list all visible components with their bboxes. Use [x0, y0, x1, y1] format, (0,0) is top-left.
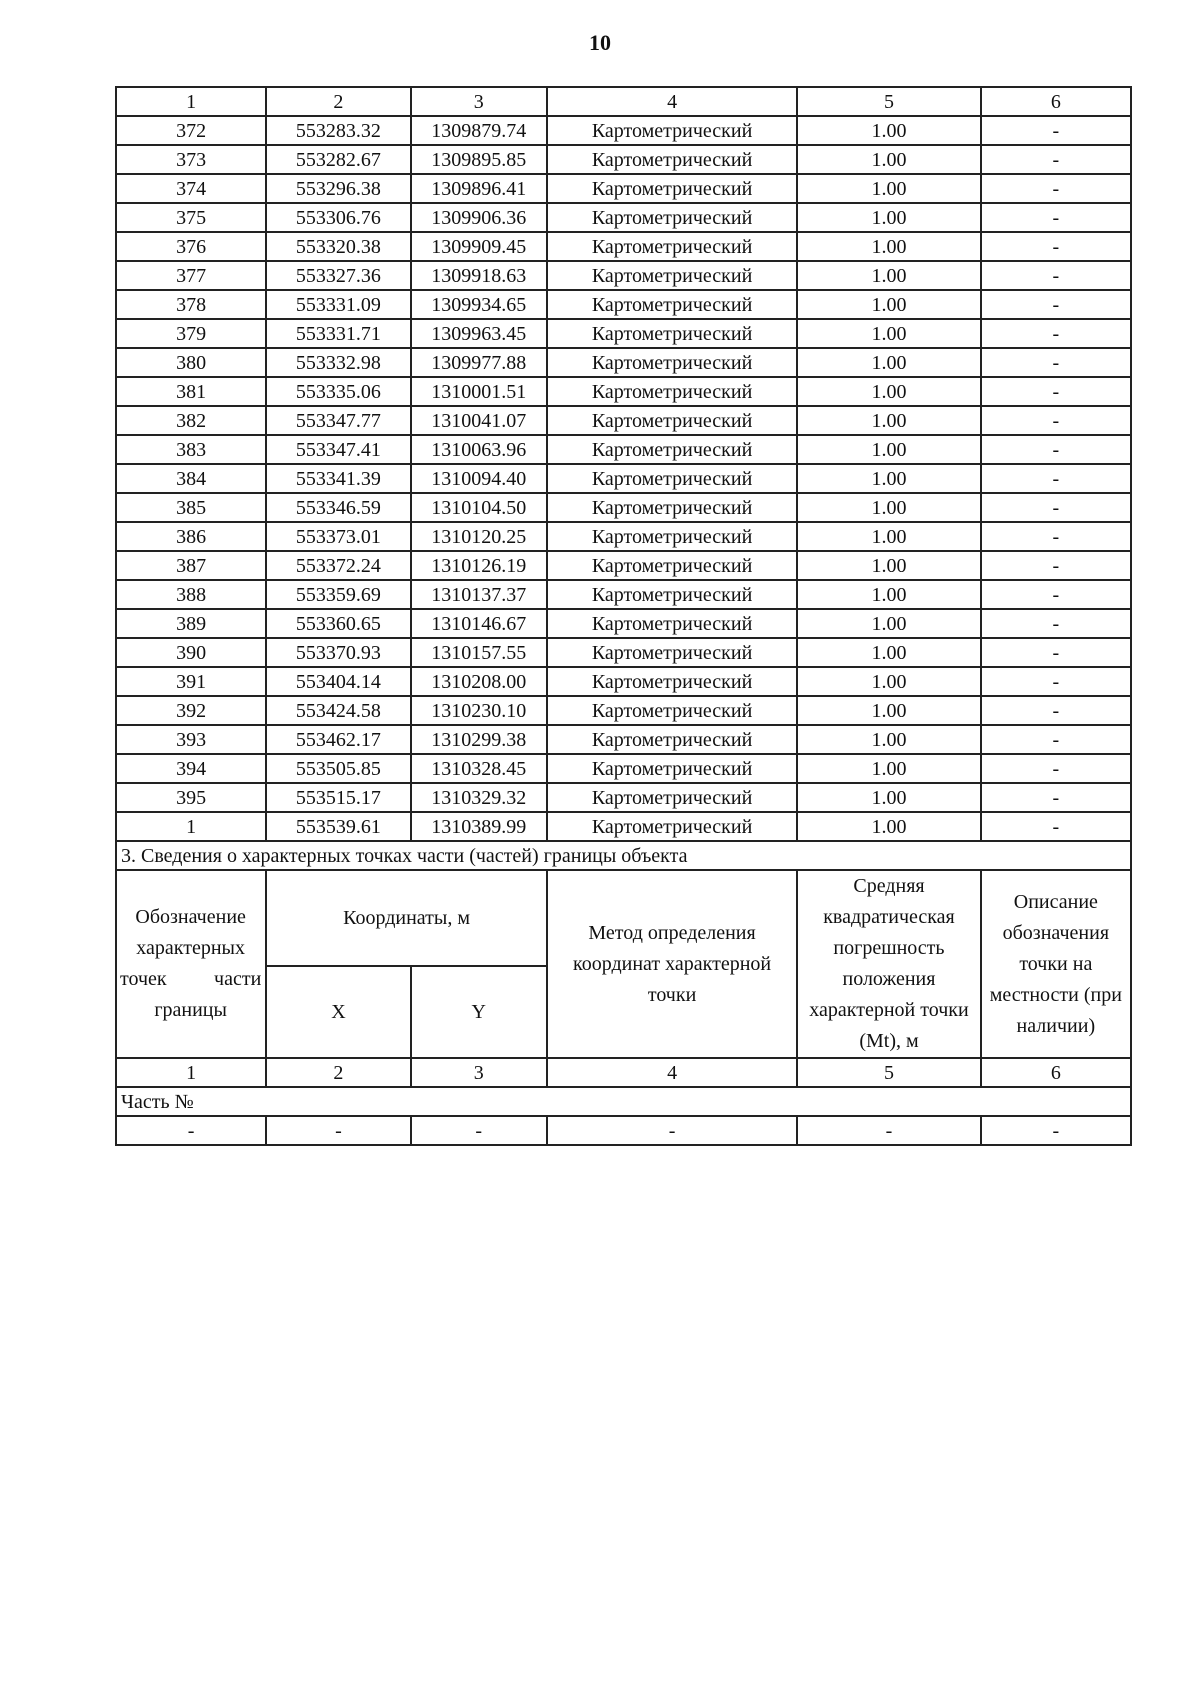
y-coordinate: 1310208.00 [411, 667, 547, 696]
column-number: 3 [411, 1058, 547, 1087]
page-number: 10 [589, 30, 611, 55]
x-coordinate: 553331.71 [266, 319, 410, 348]
table-row [116, 290, 1131, 319]
section3 [116, 841, 1131, 1145]
description: - [981, 609, 1131, 638]
description: - [981, 638, 1131, 667]
method: Картометрический [547, 609, 797, 638]
method: Картометрический [547, 580, 797, 609]
x-coordinate: 553296.38 [266, 174, 410, 203]
description: - [981, 116, 1131, 145]
point-number: 390 [116, 638, 266, 667]
x-coordinate: 553462.17 [266, 725, 410, 754]
column-number: 2 [266, 87, 410, 116]
column-number: 4 [547, 87, 797, 116]
point-number: 384 [116, 464, 266, 493]
x-coordinate: 553346.59 [266, 493, 410, 522]
x-coordinate: 553331.09 [266, 290, 410, 319]
x-coordinate: 553515.17 [266, 783, 410, 812]
table-row [116, 261, 1131, 290]
table-cell: - [981, 1116, 1131, 1145]
point-label-line: границы [154, 999, 227, 1021]
point-number: 378 [116, 290, 266, 319]
method: Картометрический [547, 667, 797, 696]
column-number: 2 [266, 1058, 410, 1087]
point-number: 380 [116, 348, 266, 377]
point-number: 386 [116, 522, 266, 551]
point-number: 374 [116, 174, 266, 203]
column-number: 1 [116, 87, 266, 116]
point-number: 381 [116, 377, 266, 406]
table-row [116, 145, 1131, 174]
point-number: 376 [116, 232, 266, 261]
description: - [981, 580, 1131, 609]
description: - [981, 551, 1131, 580]
y-coordinate: 1309895.85 [411, 145, 547, 174]
table-row [116, 551, 1131, 580]
part-label-row [116, 1087, 1131, 1116]
x-coordinate: 553320.38 [266, 232, 410, 261]
method: Картометрический [547, 261, 797, 290]
method: Картометрический [547, 377, 797, 406]
description: - [981, 232, 1131, 261]
table-row [116, 696, 1131, 725]
y-coordinate: 1310389.99 [411, 812, 547, 841]
method: Картометрический [547, 290, 797, 319]
table-row [116, 232, 1131, 261]
y-coordinate: 1310041.07 [411, 406, 547, 435]
y-coordinate: 1309909.45 [411, 232, 547, 261]
y-coordinate: 1310120.25 [411, 522, 547, 551]
method: Картометрический [547, 174, 797, 203]
point-number: 377 [116, 261, 266, 290]
table-row [116, 377, 1131, 406]
y-coordinate: 1309977.88 [411, 348, 547, 377]
point-number: 393 [116, 725, 266, 754]
description: - [981, 754, 1131, 783]
y-coordinate: 1310104.50 [411, 493, 547, 522]
method: Картометрический [547, 783, 797, 812]
method-label-header: Метод определения координат характерной точки [547, 870, 797, 1058]
table-row [116, 580, 1131, 609]
y-coordinate: 1309879.74 [411, 116, 547, 145]
method: Картометрический [547, 406, 797, 435]
point-number: 375 [116, 203, 266, 232]
method: Картометрический [547, 551, 797, 580]
table-cell: - [547, 1116, 797, 1145]
point-label-line: точек части [120, 968, 262, 990]
y-coordinate: 1310157.55 [411, 638, 547, 667]
accuracy: 1.00 [797, 232, 980, 261]
x-coordinate: 553505.85 [266, 754, 410, 783]
table-row [116, 638, 1131, 667]
table-row [116, 203, 1131, 232]
method: Картометрический [547, 464, 797, 493]
description: - [981, 725, 1131, 754]
accuracy: 1.00 [797, 754, 980, 783]
point-number: 372 [116, 116, 266, 145]
accuracy: 1.00 [797, 203, 980, 232]
accuracy: 1.00 [797, 609, 980, 638]
description: - [981, 522, 1131, 551]
table-row [116, 812, 1131, 841]
accuracy: 1.00 [797, 812, 980, 841]
y-coordinate: 1310094.40 [411, 464, 547, 493]
description: - [981, 319, 1131, 348]
x-coordinate: 553335.06 [266, 377, 410, 406]
y-coordinate: 1309934.65 [411, 290, 547, 319]
accuracy: 1.00 [797, 493, 980, 522]
description: - [981, 696, 1131, 725]
description: - [981, 406, 1131, 435]
method: Картометрический [547, 435, 797, 464]
x-coordinate: 553347.77 [266, 406, 410, 435]
column-number: 6 [981, 87, 1131, 116]
accuracy: 1.00 [797, 290, 980, 319]
x-coordinate: 553539.61 [266, 812, 410, 841]
y-coordinate: 1310063.96 [411, 435, 547, 464]
point-number: 383 [116, 435, 266, 464]
method: Картометрический [547, 232, 797, 261]
point-number: 391 [116, 667, 266, 696]
x-coordinate: 553282.67 [266, 145, 410, 174]
table-row [116, 435, 1131, 464]
method: Картометрический [547, 696, 797, 725]
x-coordinate: 553373.01 [266, 522, 410, 551]
coordinates-table [115, 86, 1132, 1146]
point-number: 373 [116, 145, 266, 174]
table-cell: - [797, 1116, 980, 1145]
column-number: 5 [797, 87, 980, 116]
column-number: 1 [116, 1058, 266, 1087]
x-label-header: X [266, 966, 410, 1058]
accuracy: 1.00 [797, 116, 980, 145]
point-number: 392 [116, 696, 266, 725]
column-number-row [116, 87, 1131, 116]
section3-title: 3. Сведения о характерных точках части (частей) границы объекта [116, 841, 1131, 870]
section3-column-number-row [116, 1058, 1131, 1087]
method: Картометрический [547, 348, 797, 377]
description: - [981, 174, 1131, 203]
method: Картометрический [547, 116, 797, 145]
y-coordinate: 1310299.38 [411, 725, 547, 754]
column-number: 4 [547, 1058, 797, 1087]
x-coordinate: 553424.58 [266, 696, 410, 725]
description: - [981, 377, 1131, 406]
method: Картометрический [547, 638, 797, 667]
table-row [116, 783, 1131, 812]
point-number: 394 [116, 754, 266, 783]
point-label-header [116, 870, 266, 1058]
x-coordinate: 553370.93 [266, 638, 410, 667]
accuracy: 1.00 [797, 174, 980, 203]
description: - [981, 667, 1131, 696]
y-label-header: Y [411, 966, 547, 1058]
y-coordinate: 1309906.36 [411, 203, 547, 232]
x-coordinate: 553347.41 [266, 435, 410, 464]
y-coordinate: 1309963.45 [411, 319, 547, 348]
x-coordinate: 553404.14 [266, 667, 410, 696]
description: - [981, 261, 1131, 290]
description: - [981, 203, 1131, 232]
y-coordinate: 1309896.41 [411, 174, 547, 203]
accuracy: 1.00 [797, 522, 980, 551]
accuracy: 1.00 [797, 348, 980, 377]
column-number: 3 [411, 87, 547, 116]
table-row [116, 174, 1131, 203]
x-coordinate: 553283.32 [266, 116, 410, 145]
table-row [116, 493, 1131, 522]
accuracy: 1.00 [797, 580, 980, 609]
table-cell: - [411, 1116, 547, 1145]
table-row [116, 348, 1131, 377]
description: - [981, 464, 1131, 493]
y-coordinate: 1310146.67 [411, 609, 547, 638]
coords-label-header: Координаты, м [266, 870, 547, 966]
accuracy: 1.00 [797, 783, 980, 812]
point-number: 388 [116, 580, 266, 609]
y-coordinate: 1310230.10 [411, 696, 547, 725]
y-coordinate: 1310126.19 [411, 551, 547, 580]
table-row [116, 116, 1131, 145]
accuracy: 1.00 [797, 261, 980, 290]
table-cell: - [116, 1116, 266, 1145]
y-coordinate: 1310001.51 [411, 377, 547, 406]
x-coordinate: 553306.76 [266, 203, 410, 232]
column-number: 5 [797, 1058, 980, 1087]
table-row [116, 754, 1131, 783]
point-label-line: характерных [136, 937, 245, 959]
method: Картометрический [547, 493, 797, 522]
point-number: 382 [116, 406, 266, 435]
description: - [981, 493, 1131, 522]
point-label-line: Обозначение [135, 906, 246, 928]
accuracy: 1.00 [797, 435, 980, 464]
table-row [116, 725, 1131, 754]
table-row [116, 522, 1131, 551]
description: - [981, 812, 1131, 841]
accuracy: 1.00 [797, 638, 980, 667]
description-label-header: Описание обозначения точки на местности (при наличии) [981, 870, 1131, 1058]
column-number: 6 [981, 1058, 1131, 1087]
x-coordinate: 553327.36 [266, 261, 410, 290]
accuracy: 1.00 [797, 696, 980, 725]
description: - [981, 435, 1131, 464]
method: Картометрический [547, 812, 797, 841]
part-label: Часть № [116, 1087, 1131, 1116]
point-number: 389 [116, 609, 266, 638]
accuracy: 1.00 [797, 464, 980, 493]
point-number: 387 [116, 551, 266, 580]
accuracy: 1.00 [797, 145, 980, 174]
accuracy: 1.00 [797, 667, 980, 696]
method: Картометрический [547, 725, 797, 754]
coordinates-table-body [116, 87, 1131, 841]
method: Картометрический [547, 319, 797, 348]
description: - [981, 348, 1131, 377]
description: - [981, 145, 1131, 174]
y-coordinate: 1310329.32 [411, 783, 547, 812]
accuracy: 1.00 [797, 406, 980, 435]
method: Картометрический [547, 754, 797, 783]
table-cell: - [266, 1116, 410, 1145]
accuracy: 1.00 [797, 319, 980, 348]
point-number: 1 [116, 812, 266, 841]
point-number: 395 [116, 783, 266, 812]
accuracy-label-header: Средняя квадратическая погрешность положения характерной точки (Mt), м [797, 870, 980, 1058]
point-number: 379 [116, 319, 266, 348]
method: Картометрический [547, 522, 797, 551]
description: - [981, 290, 1131, 319]
method: Картометрический [547, 145, 797, 174]
x-coordinate: 553360.65 [266, 609, 410, 638]
table-row [116, 319, 1131, 348]
y-coordinate: 1309918.63 [411, 261, 547, 290]
x-coordinate: 553332.98 [266, 348, 410, 377]
table-row [116, 609, 1131, 638]
accuracy: 1.00 [797, 725, 980, 754]
description: - [981, 783, 1131, 812]
y-coordinate: 1310137.37 [411, 580, 547, 609]
x-coordinate: 553341.39 [266, 464, 410, 493]
table-row [116, 406, 1131, 435]
point-number: 385 [116, 493, 266, 522]
table-row [116, 667, 1131, 696]
accuracy: 1.00 [797, 377, 980, 406]
method: Картометрический [547, 203, 797, 232]
accuracy: 1.00 [797, 551, 980, 580]
section3-title-row [116, 841, 1131, 870]
y-coordinate: 1310328.45 [411, 754, 547, 783]
x-coordinate: 553372.24 [266, 551, 410, 580]
x-coordinate: 553359.69 [266, 580, 410, 609]
section3-header-row [116, 870, 1131, 966]
table-row [116, 464, 1131, 493]
empty-part-row [116, 1116, 1131, 1145]
